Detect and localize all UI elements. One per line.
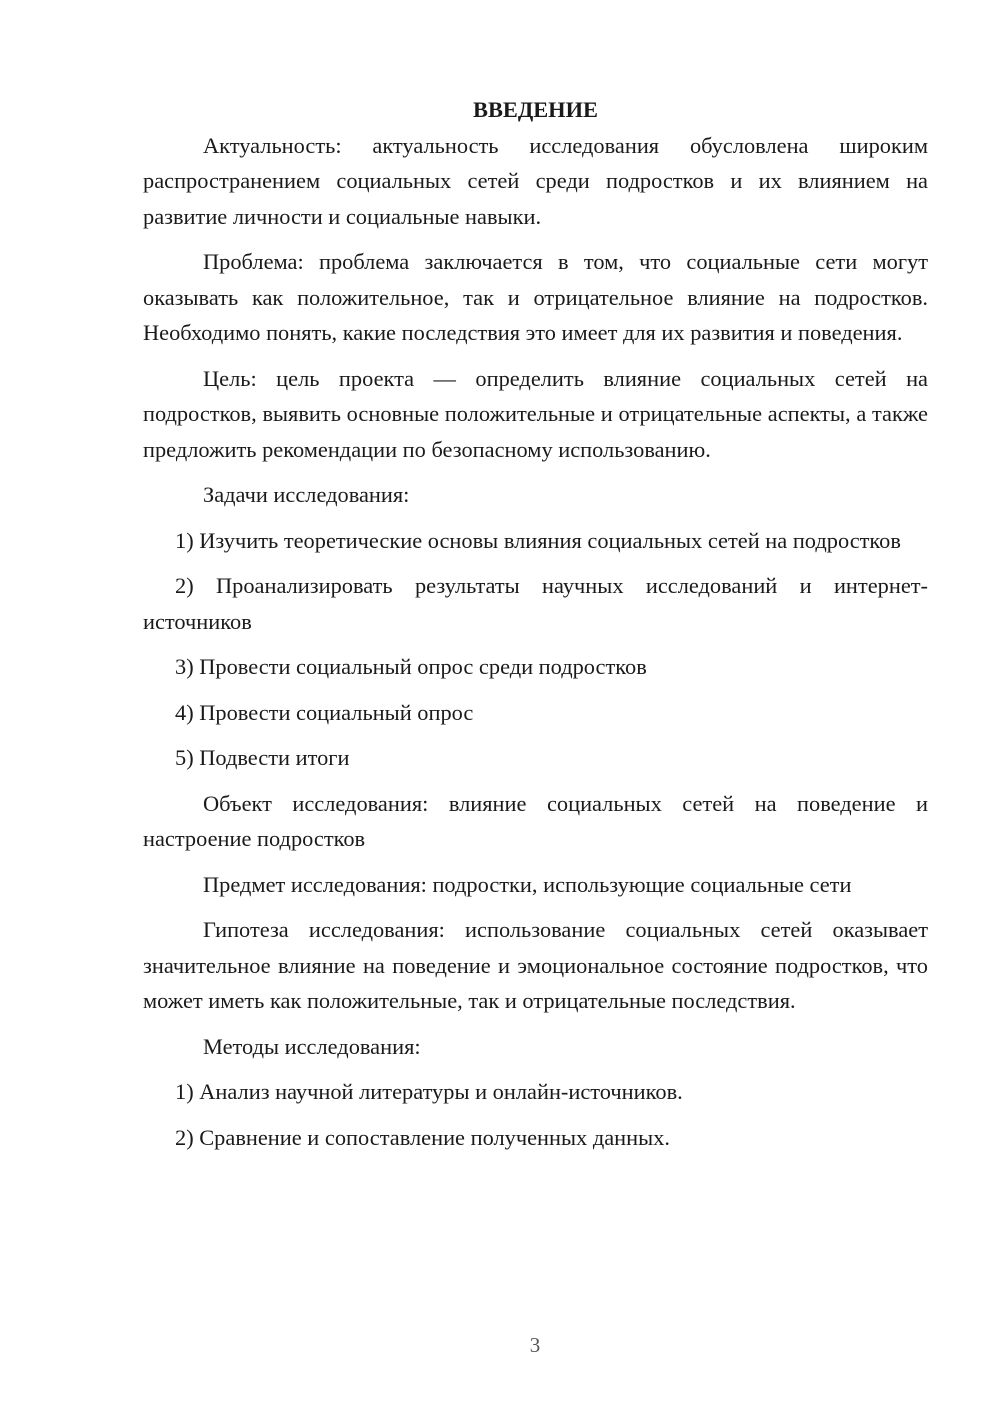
method-item-2: 2) Сравнение и сопоставление полученных данных. [175, 1124, 670, 1150]
document-page [143, 92, 928, 1165]
section-title: ВВЕДЕНИЕ [473, 97, 598, 122]
task-item-5: 5) Подвести итоги [175, 745, 350, 770]
method-item-1: 1) Анализ научной литературы и онлайн-источников. [175, 1079, 683, 1104]
object-paragraph: Объект исследования: влияние социальных сетей на поведение и настроение подростков [143, 790, 928, 851]
subject-paragraph: Предмет исследования: подростки, использующие социальные сети [203, 871, 852, 897]
hypothesis-paragraph: Гипотеза исследования: использование социальных сетей оказывает значительное влияние на поведение и эмоциональное состояние подростков, что может иметь как положительные, так и отрицательные последствия. [143, 917, 928, 1013]
problem-paragraph: Проблема: проблема заключается в том, что социальные сети могут оказывать как положительное, так и отрицательное влияние на подростков. Необходимо понять, какие последствия это имеет для их развития и поведения. [143, 249, 928, 345]
page-number: 3 [529, 1333, 541, 1357]
methods-heading: Методы исследования: [203, 1033, 421, 1059]
task-item-4: 4) Провести социальный опрос [175, 699, 474, 725]
task-item-2: 2) Проанализировать результаты научных исследований и интернет-источников [143, 573, 928, 634]
relevance-paragraph: Актуальность: актуальность исследования обусловлена широким распространением социальных сетей среди подростков и их влиянием на развитие личности и социальные навыки. [143, 132, 928, 229]
task-item-1: 1) Изучить теоретические основы влияния социальных сетей на подростков [175, 527, 901, 553]
tasks-heading: Задачи исследования: [203, 482, 410, 507]
goal-paragraph: Цель: цель проекта — определить влияние социальных сетей на подростков, выявить основные положительные и отрицательные аспекты, а также предложить рекомендации по безопасному использованию. [143, 365, 928, 462]
task-item-3: 3) Провести социальный опрос среди подростков [175, 654, 647, 679]
